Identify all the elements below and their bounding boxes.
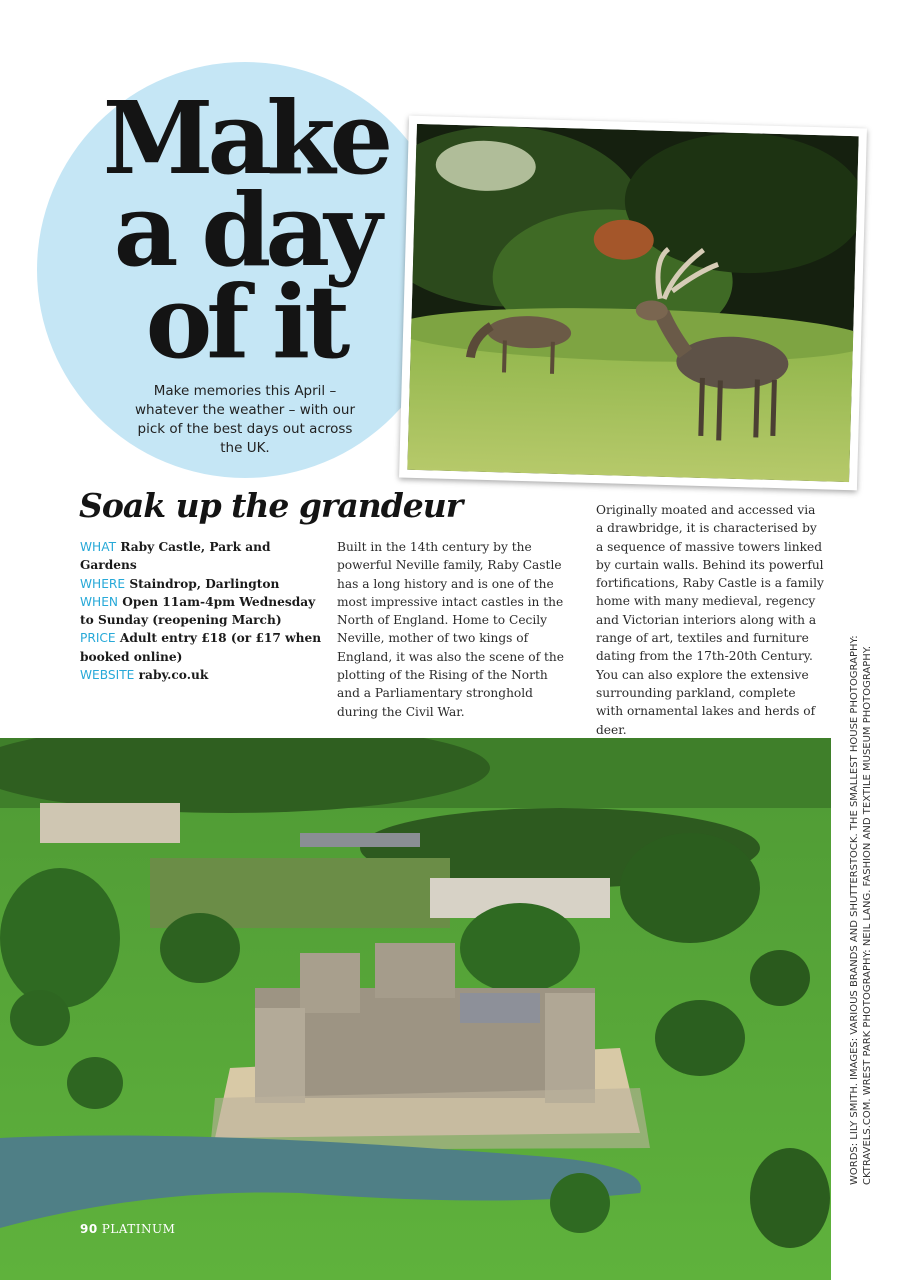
fact-where-label: WHERE [80,576,126,591]
fact-when [80,593,325,630]
fact-where [80,575,325,593]
photo-credits [848,555,874,1185]
folio [80,1222,175,1236]
castle-photo [0,738,831,1280]
deer-photo-image [407,124,858,482]
deer-photo [399,116,867,491]
body-column-1: Built in the 14th century by the powerful Neville family, Raby Castle has a long history and is one of the most impressive intact castles in the North of England. Home to Cecily Neville, mother of two kings of England, it was also the scene of the plotting of the Rising of the North and a Parliamentary stronghold during the Civil War. [337,540,564,719]
body-column-2: Originally moated and accessed via a drawbridge, it is characterised by a sequence of massive towers linked by curtain walls. Behind its powerful fortifications, Raby Castle is a family home with many medieval, regency and Victorian interiors along with a range of art, textiles and furniture dating from the 17th-20th Century. You can also explore the extensive surrounding parkland, complete with ornamental lakes and herds of deer. [596,503,824,737]
fact-what-value: Raby Castle, Park and Gardens [80,540,271,573]
headline-line-2: a day [113,171,377,289]
page-number: 90 [80,1222,98,1236]
headline-line-3: of it [145,263,345,381]
fact-when-value: Open 11am-4pm Wednesday to Sunday (reopening March) [80,594,316,628]
fact-price-value: Adult entry £18 (or £17 when booked online) [80,631,322,664]
magazine-name: PLATINUM [101,1222,176,1236]
fact-price-label: PRICE [80,631,116,646]
page-headline [60,79,430,381]
section-title: Soak up the grandeur [79,486,463,525]
credits-line-2: CKTRAVELS.COM. WREST PARK PHOTOGRAPHY: NEIL LANG. FASHION AND TEXTILE MUSEUM PHOTOGRAPHY. [862,645,873,1185]
fact-what-label: WHAT [80,540,117,554]
headline-line-1: Make [102,79,388,197]
intro-text: Make memories this April – whatever the weather – with our pick of the best days out across the UK. [134,383,355,456]
credits-line-1: WORDS: LILY SMITH. IMAGES: VARIOUS BRANDS AND SHUTTERSTOCK. THE SMALLEST HOUSE PHOTOGRAPHY: [849,635,860,1185]
fact-box [80,538,325,684]
fact-website-value[interactable]: raby.co.uk [138,668,209,683]
fact-price [80,629,325,666]
fact-what [80,538,325,575]
fact-website [80,666,325,684]
fact-where-value: Staindrop, Darlington [129,576,280,591]
fact-website-label: WEBSITE [80,668,135,683]
fact-when-label: WHEN [80,594,119,609]
castle-photo-image [0,738,831,1280]
